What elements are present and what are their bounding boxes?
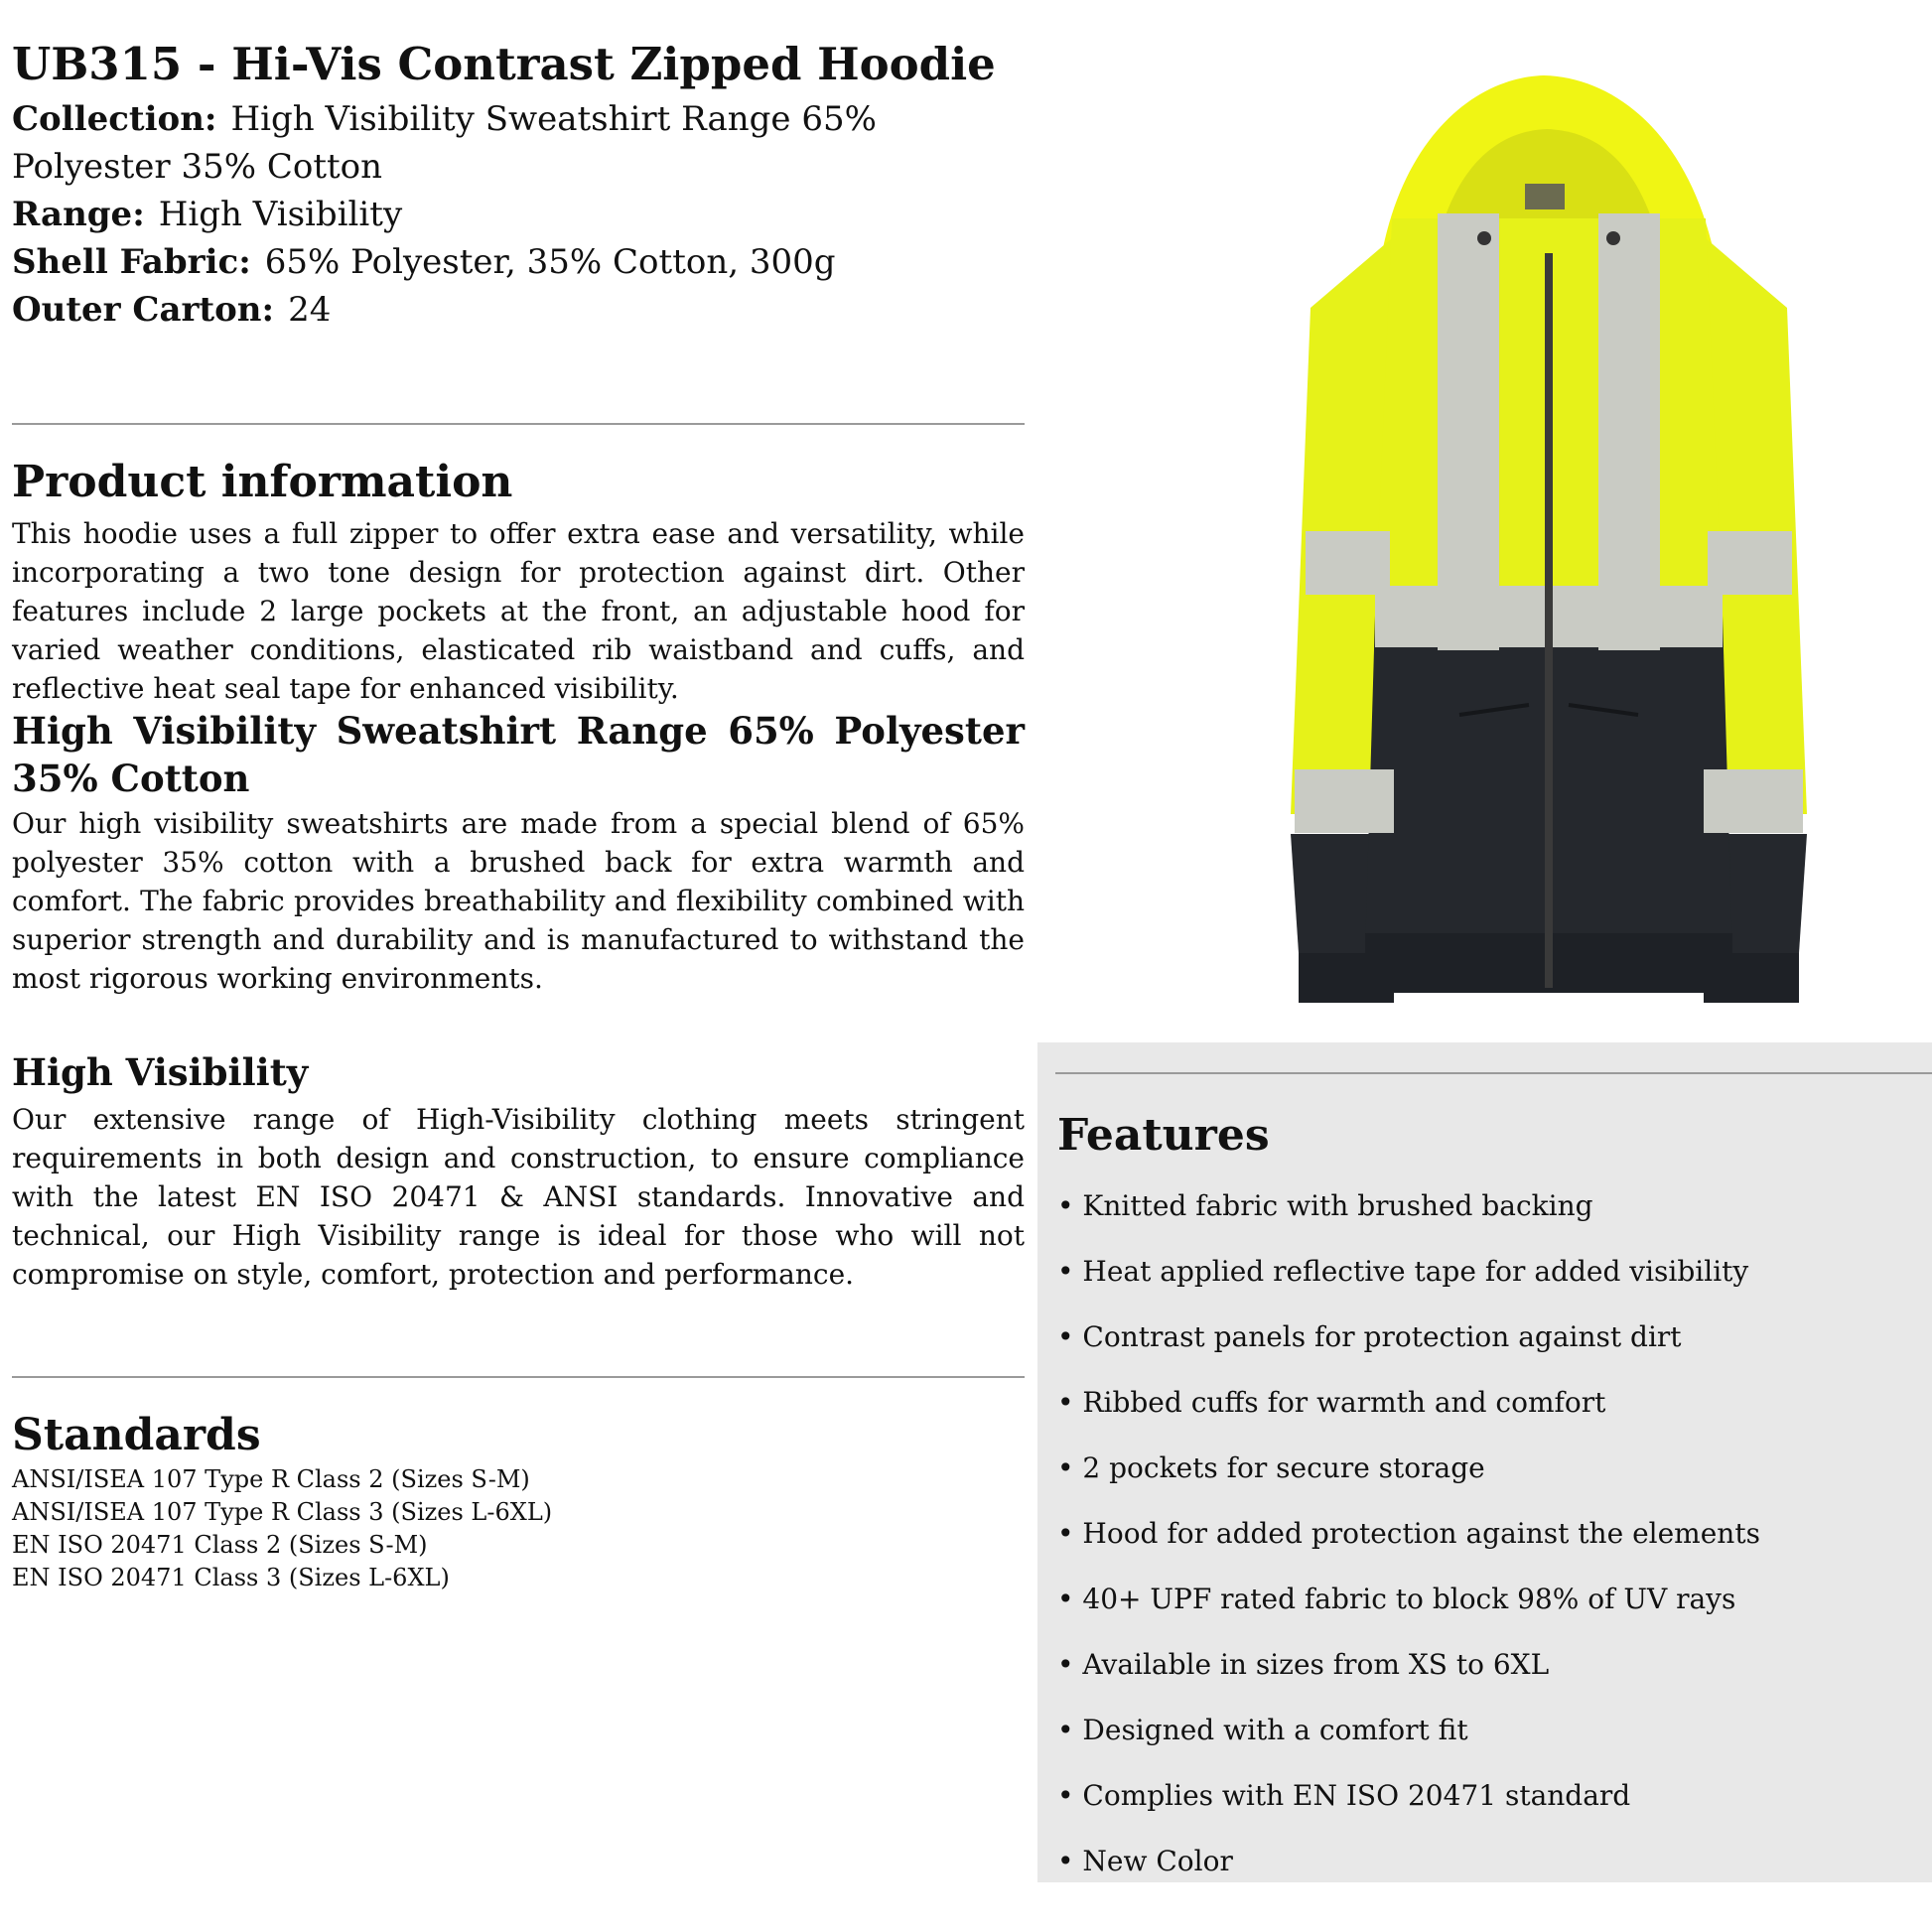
tape-right-arm-upper — [1708, 531, 1792, 595]
feature-item: • Designed with a comfort fit — [1057, 1711, 1760, 1776]
spec-collection — [12, 95, 1025, 191]
spec-label: Range: — [12, 195, 145, 234]
features-heading: Features — [1057, 1110, 1270, 1161]
drawcord-left — [1477, 231, 1491, 245]
divider — [12, 423, 1025, 425]
product-information-text: This hoodie uses a full zipper to offer extra ease and versatility, while incorporating a two tone design for protection against dirt. Other features include 2 large pockets at the front, an adjustable hood for varied weather conditions, elasticated rib waistband and cuffs, and reflective heat seal tape for enhanced visibility. — [12, 517, 1025, 705]
high-visibility-text: Our extensive range of High-Visibility clothing meets stringent requirements in both design and construction, to ensure compliance with the latest EN ISO 20471 & ANSI standards. Innovative and technical, our High Visibility range is ideal for those who will not compromise on style, comfort, protection and performance. — [12, 1103, 1025, 1291]
spec-value: 24 — [288, 290, 332, 330]
feature-item: • Available in sizes from XS to 6XL — [1057, 1645, 1760, 1711]
feature-item: • Knitted fabric with brushed backing — [1057, 1186, 1760, 1252]
feature-item: • Ribbed cuffs for warmth and comfort — [1057, 1383, 1760, 1449]
standard-item: ANSI/ISEA 107 Type R Class 3 (Sizes L-6XL) — [12, 1498, 553, 1526]
feature-item: • 40+ UPF rated fabric to block 98% of UV rays — [1057, 1580, 1760, 1645]
drawcord-right — [1606, 231, 1620, 245]
spec-value: 65% Polyester, 35% Cotton, 300g — [264, 242, 836, 282]
standard-item: ANSI/ISEA 107 Type R Class 2 (Sizes S-M) — [12, 1465, 530, 1493]
standard-item: EN ISO 20471 Class 3 (Sizes L-6XL) — [12, 1564, 450, 1591]
tape-left-arm-upper — [1306, 531, 1390, 595]
spec-label: Outer Carton: — [12, 290, 275, 330]
product-information-heading: Product information — [12, 457, 513, 507]
high-visibility-heading: High Visibility — [12, 1050, 309, 1094]
spec-range — [12, 191, 1025, 238]
features-list — [1057, 1186, 1760, 1907]
feature-item: • Hood for added protection against the elements — [1057, 1514, 1760, 1580]
features-panel — [1037, 1042, 1932, 1882]
spec-label: Collection: — [12, 99, 217, 139]
product-title: UB315 - Hi-Vis Contrast Zipped Hoodie — [12, 38, 996, 90]
tape-right-brace — [1598, 213, 1660, 650]
left-cuff — [1299, 953, 1394, 1003]
feature-item: • 2 pockets for secure storage — [1057, 1449, 1760, 1514]
divider — [1055, 1072, 1932, 1074]
tape-right-arm-lower — [1704, 769, 1803, 833]
feature-item: • New Color — [1057, 1842, 1760, 1907]
spec-value: High Visibility Sweatshirt Range 65% Polyester 35% Cotton — [12, 99, 877, 187]
tape-left-brace — [1438, 213, 1499, 650]
feature-item: • Complies with EN ISO 20471 standard — [1057, 1776, 1760, 1842]
feature-item: • Contrast panels for protection against dirt — [1057, 1317, 1760, 1383]
product-photo — [1172, 60, 1926, 1013]
standards-heading: Standards — [12, 1410, 261, 1460]
spec-list — [12, 95, 1025, 334]
tape-left-arm-lower — [1295, 769, 1394, 833]
spec-shell-fabric — [12, 238, 1025, 286]
zipper — [1545, 253, 1553, 988]
spec-outer-carton — [12, 286, 1025, 334]
neck-label — [1525, 184, 1565, 209]
divider — [12, 1376, 1025, 1378]
spec-value: High Visibility — [158, 195, 403, 234]
feature-item: • Heat applied reflective tape for added visibility — [1057, 1252, 1760, 1317]
spec-label: Shell Fabric: — [12, 242, 251, 282]
standard-item: EN ISO 20471 Class 2 (Sizes S-M) — [12, 1531, 428, 1559]
standards-list — [12, 1463, 552, 1594]
right-cuff — [1704, 953, 1799, 1003]
range-text: Our high visibility sweatshirts are made from a special blend of 65% polyester 35% cotton with a brushed back for extra warmth and comfort. The fabric provides breathability and flexibility combined with superior strength and durability and is manufactured to withstand the most rigorous working environments. — [12, 807, 1025, 995]
range-heading: High Visibility Sweatshirt Range 65% Polyester 35% Cotton — [12, 709, 1025, 800]
